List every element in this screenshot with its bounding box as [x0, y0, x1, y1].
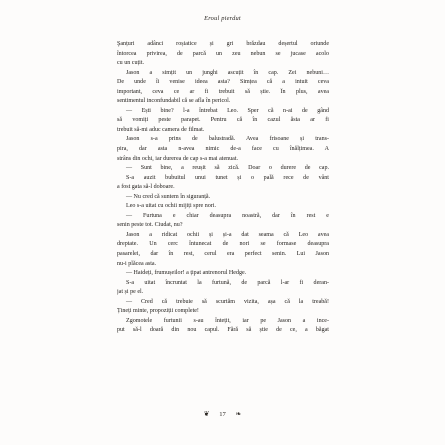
ornament-right-icon: ❧ — [235, 410, 242, 418]
folio — [0, 410, 445, 418]
text-line: — Ești bine? l-a întrebat Leo. Sper că n-ai de gând — [126, 107, 329, 114]
running-head: Eroul pierdut — [204, 15, 241, 22]
text-line: — Haideți, frumușeilor! a țipat antrenorul Hedge. — [126, 270, 247, 277]
text-line: cu un cuțit. — [117, 60, 145, 67]
text-line: sentimentul inconfundabil că se afla în pericol. — [117, 98, 231, 105]
text-line: jat și pe el. — [117, 289, 144, 296]
body-text — [117, 40, 329, 336]
text-line: Jason s-a prins de balustradă. Avea frisoane și trans- — [126, 136, 329, 143]
text-line: senin peste tot. Ciudat, nu? — [117, 222, 183, 229]
text-line: — Cred că trebuie să scurtăm vizita, așa că la treabă! — [126, 298, 329, 305]
text-line: pira, dar asta n-avea nimic de-a face cu înălțimea. A — [117, 146, 329, 153]
text-line: pasarelei, dar în rest, cerul era perfect senin. Lui Jason — [117, 251, 329, 258]
text-line: — Sunt bine, a reușit să zică. Doar o durere de cap. — [126, 165, 329, 172]
text-line: trebuit să-mi aduc camera de filmat. — [117, 126, 205, 133]
text-line: — Furtuna e chiar deasupra noastră, dar în rest e — [126, 212, 329, 219]
text-line: dreptate. Un cerc întunecat de nori se formase deasupra — [117, 241, 329, 248]
ornament-left-icon: ❦ — [203, 410, 210, 418]
text-line: S-a uitat încruntat la furtună, de parcă l-ar fi deran- — [126, 279, 329, 286]
text-line: — Nu cred că suntem în siguranță. — [126, 193, 211, 200]
text-line: Zgomotele furtunii s-au întețit, iar pe Jason a ince- — [126, 317, 329, 324]
text-line: întorcea privirea, de parcă un zeu nebun se jucase acolo — [117, 50, 329, 57]
text-line: să vomiți peste parapet. Pentru că în cazul ăsta ar fi — [117, 117, 329, 124]
text-line: Țineți minte, propoziții complete! — [117, 308, 199, 315]
text-line: Leo s-a uitat cu ochii mijiți spre nori. — [126, 203, 217, 210]
page-number: 17 — [219, 411, 226, 418]
text-line: Jason a simțit un junghi ascuțit în cap. Zei nebuni… — [126, 69, 329, 76]
text-line: strâns din ochi, iar durerea de cap s-a mai atenuat. — [117, 155, 239, 162]
text-line: Şanțuri adânci roșiatice și gri brăzdau deșertul oriunde — [117, 41, 329, 47]
text-line: S-a auzit bubuitul unui tunet și o pală rece de vânt — [126, 174, 329, 181]
text-line: nu-i plăcea asta. — [117, 260, 157, 267]
text-line: Jason a ridicat ochii și și-a dat seama că Leo avea — [126, 231, 329, 238]
text-line: important, ceva ce ar fi trebuit să știe. În plus, avea — [117, 88, 329, 95]
text-line: De unde îi venise ideea asta? Simțea că a intuit ceva — [117, 79, 329, 86]
text-line: a fost gata să-l doboare. — [117, 184, 175, 191]
text-line: put să-l doară din nou capul. Fără să știe de ce, a băgat — [117, 327, 329, 334]
